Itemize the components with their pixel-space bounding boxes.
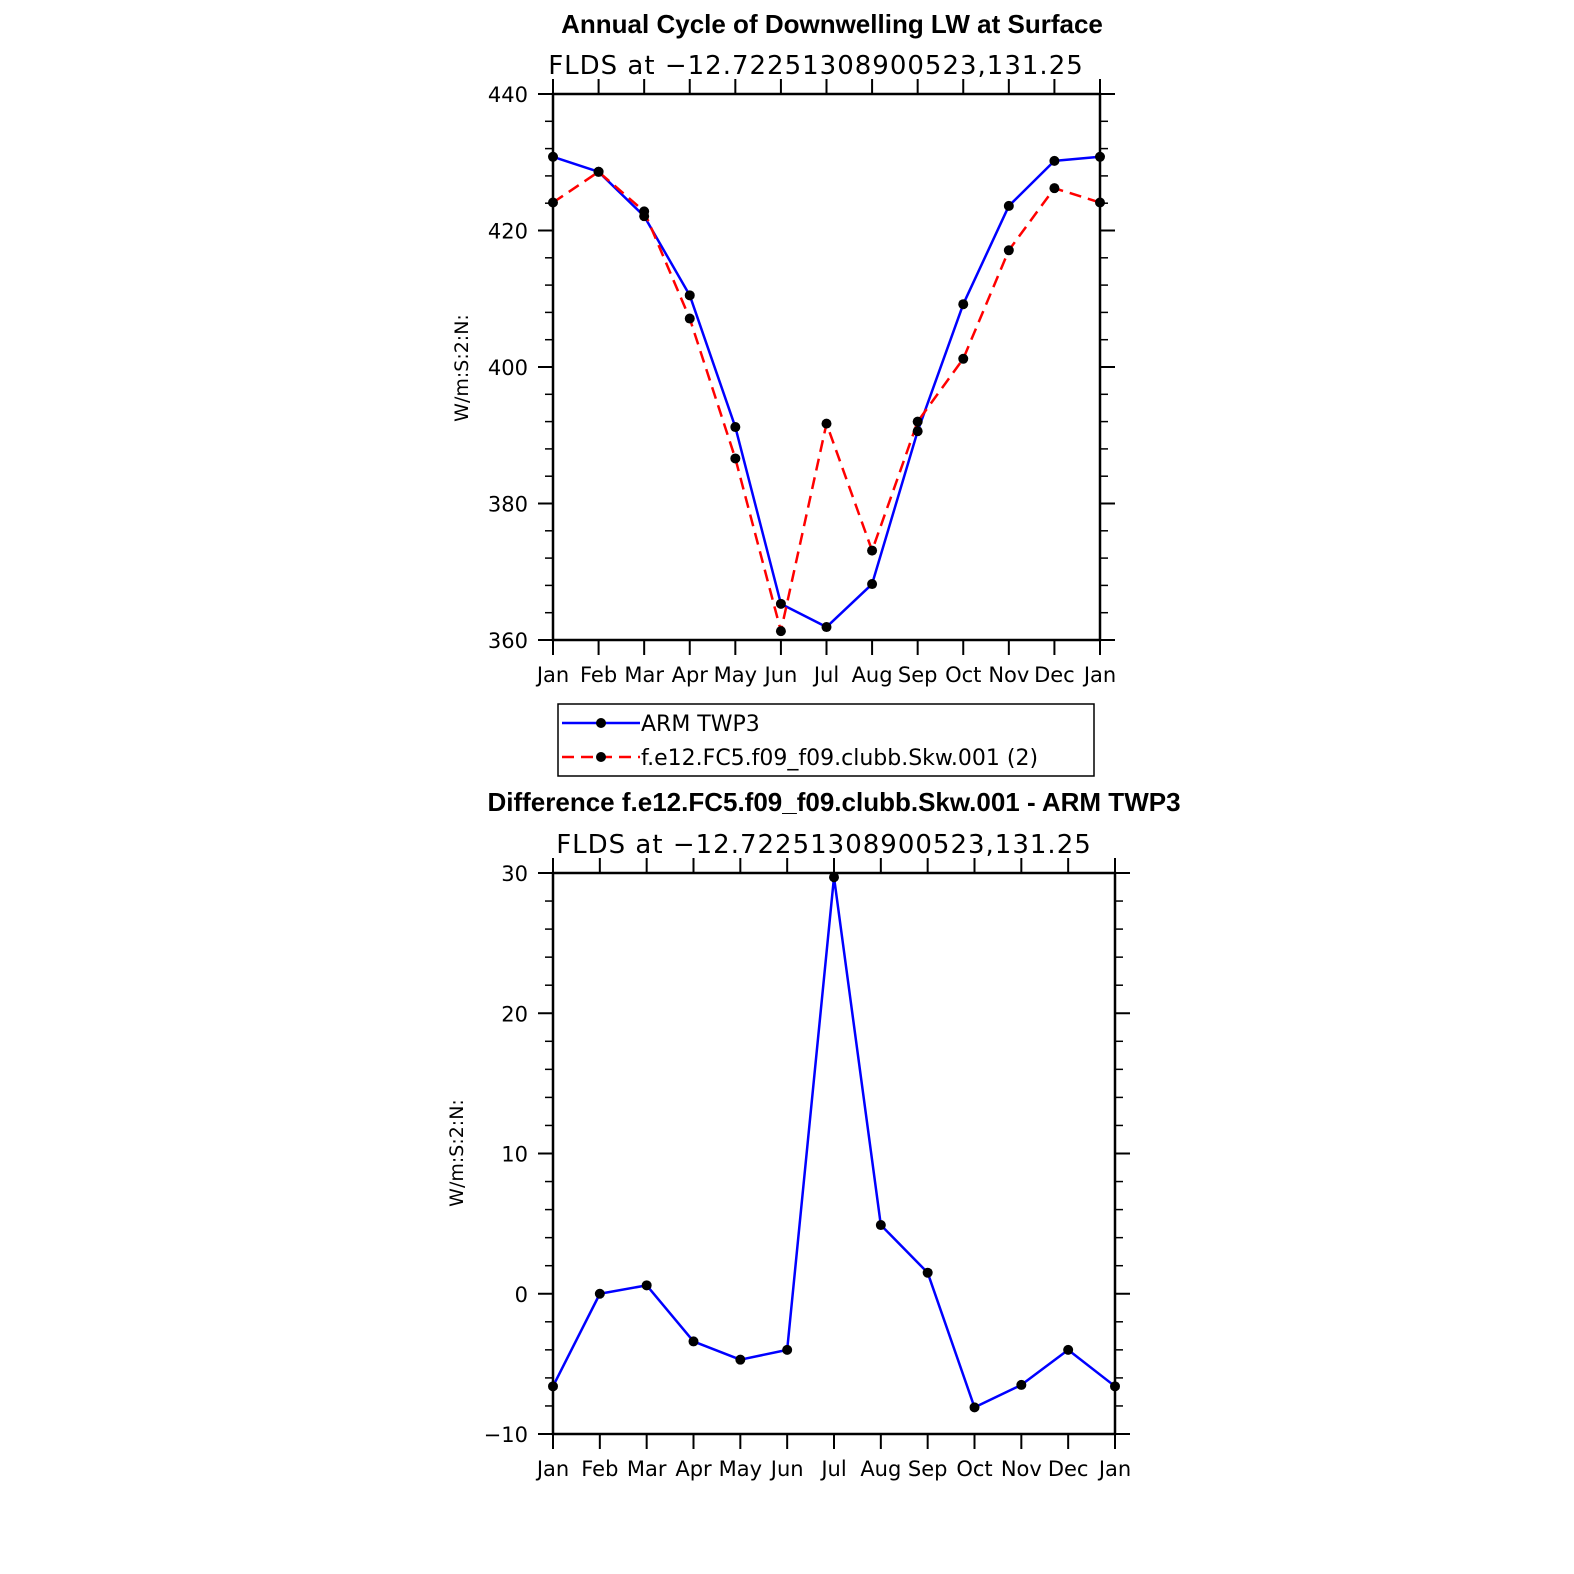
data-point-series-1 bbox=[867, 579, 877, 589]
y-tick-label: 30 bbox=[501, 862, 528, 886]
data-point-series-1 bbox=[1004, 201, 1014, 211]
data-point-series-2 bbox=[594, 167, 604, 177]
y-tick-label: 20 bbox=[501, 1002, 528, 1027]
data-point-series-1 bbox=[1095, 152, 1105, 162]
data-point-series-1 bbox=[923, 1268, 933, 1278]
data-point-series-2 bbox=[730, 453, 740, 463]
data-point-series-1 bbox=[829, 872, 839, 882]
x-tick-label: Apr bbox=[675, 1457, 712, 1481]
legend-label-series-2: f.e12.FC5.f09_f09.clubb.Skw.001 (2) bbox=[641, 746, 1039, 771]
x-tick-label: Jun bbox=[770, 1457, 804, 1481]
data-point-series-2 bbox=[548, 198, 558, 208]
data-point-series-2 bbox=[867, 546, 877, 556]
plot-frame bbox=[553, 873, 1115, 1434]
data-point-series-1 bbox=[782, 1345, 792, 1355]
data-point-series-1 bbox=[1049, 156, 1059, 166]
data-point-series-1 bbox=[642, 1280, 652, 1290]
x-tick-label: Jul bbox=[813, 663, 840, 687]
y-tick-label: 440 bbox=[487, 83, 528, 107]
chart-subtitle: FLDS at −12.72251308900523,131.25 bbox=[548, 51, 1084, 81]
chart-difference bbox=[446, 787, 1181, 1481]
x-tick-label: Aug bbox=[851, 663, 893, 687]
data-point-series-1 bbox=[913, 426, 923, 436]
data-point-series-1 bbox=[735, 1355, 745, 1365]
data-point-series-1 bbox=[685, 290, 695, 300]
data-point-series-1 bbox=[1110, 1381, 1120, 1391]
y-tick-label: 0 bbox=[514, 1282, 528, 1307]
data-point-series-1 bbox=[876, 1220, 886, 1230]
data-point-series-2 bbox=[1049, 183, 1059, 193]
plot-frame bbox=[553, 94, 1100, 640]
x-tick-label: Jul bbox=[821, 1457, 847, 1481]
x-tick-label: Nov bbox=[1000, 1457, 1042, 1481]
y-tick-label: 420 bbox=[487, 219, 528, 244]
series-line-2 bbox=[553, 172, 1100, 631]
series-line-1 bbox=[553, 877, 1115, 1407]
y-tick-label: 400 bbox=[487, 356, 528, 380]
data-point-series-2 bbox=[913, 417, 923, 427]
x-tick-label: Feb bbox=[579, 663, 618, 687]
legend-marker-series-2 bbox=[596, 752, 606, 762]
y-tick-label: 380 bbox=[487, 492, 528, 517]
plot-area bbox=[484, 858, 1132, 1481]
data-point-series-2 bbox=[822, 419, 832, 429]
chart-title: Annual Cycle of Downwelling LW at Surface bbox=[561, 9, 1103, 39]
legend-marker-series-1 bbox=[596, 718, 606, 728]
x-tick-label: Dec bbox=[1034, 663, 1075, 687]
data-point-series-1 bbox=[548, 1381, 558, 1391]
y-tick-label: 10 bbox=[501, 1142, 528, 1167]
data-point-series-1 bbox=[970, 1402, 980, 1412]
x-tick-label: Jan bbox=[1098, 1457, 1132, 1481]
data-point-series-2 bbox=[685, 314, 695, 324]
x-tick-label: Aug bbox=[860, 1457, 902, 1481]
x-tick-label: Sep bbox=[907, 1457, 948, 1481]
x-tick-label: May bbox=[718, 1457, 763, 1481]
x-tick-label: Oct bbox=[956, 1457, 993, 1481]
data-point-series-1 bbox=[1063, 1345, 1073, 1355]
y-axis-label: W/m:S:2:N: bbox=[446, 1099, 468, 1207]
legend-label-series-1: ARM TWP3 bbox=[641, 712, 760, 737]
x-tick-label: Nov bbox=[988, 663, 1030, 687]
chart-annual-cycle bbox=[451, 9, 1116, 776]
x-tick-label: Apr bbox=[671, 663, 708, 687]
data-point-series-1 bbox=[689, 1336, 699, 1346]
x-tick-label: Jan bbox=[1083, 663, 1117, 687]
series-line-1 bbox=[553, 157, 1100, 627]
x-tick-label: Mar bbox=[626, 1457, 667, 1481]
data-point-series-1 bbox=[730, 422, 740, 432]
data-point-series-2 bbox=[1095, 198, 1105, 208]
x-tick-label: Dec bbox=[1047, 1457, 1089, 1481]
x-tick-label: Jan bbox=[536, 663, 570, 687]
data-point-series-1 bbox=[776, 599, 786, 609]
data-point-series-2 bbox=[958, 354, 968, 364]
x-tick-label: Feb bbox=[581, 1457, 619, 1481]
data-point-series-1 bbox=[595, 1289, 605, 1299]
x-tick-label: Mar bbox=[624, 663, 664, 687]
chart-subtitle: FLDS at −12.72251308900523,131.25 bbox=[556, 830, 1092, 860]
legend bbox=[558, 704, 1094, 776]
chart-title: Difference f.e12.FC5.f09_f09.clubb.Skw.001 - ARM TWP3 bbox=[487, 787, 1181, 817]
x-tick-label: Oct bbox=[945, 663, 982, 687]
y-axis-label: W/m:S:2:N: bbox=[451, 314, 473, 422]
data-point-series-1 bbox=[822, 622, 832, 632]
y-tick-label: −10 bbox=[483, 1423, 528, 1447]
y-tick-label: 360 bbox=[487, 629, 528, 653]
data-point-series-2 bbox=[639, 206, 649, 216]
x-tick-label: Jan bbox=[536, 1457, 570, 1481]
data-point-series-2 bbox=[1004, 245, 1014, 255]
x-tick-label: Jun bbox=[764, 663, 798, 687]
data-point-series-2 bbox=[776, 626, 786, 636]
data-point-series-1 bbox=[958, 299, 968, 309]
data-point-series-1 bbox=[548, 152, 558, 162]
plot-area bbox=[488, 79, 1116, 687]
data-point-series-1 bbox=[1016, 1380, 1026, 1390]
x-tick-label: Sep bbox=[897, 663, 938, 687]
x-tick-label: May bbox=[713, 663, 758, 687]
